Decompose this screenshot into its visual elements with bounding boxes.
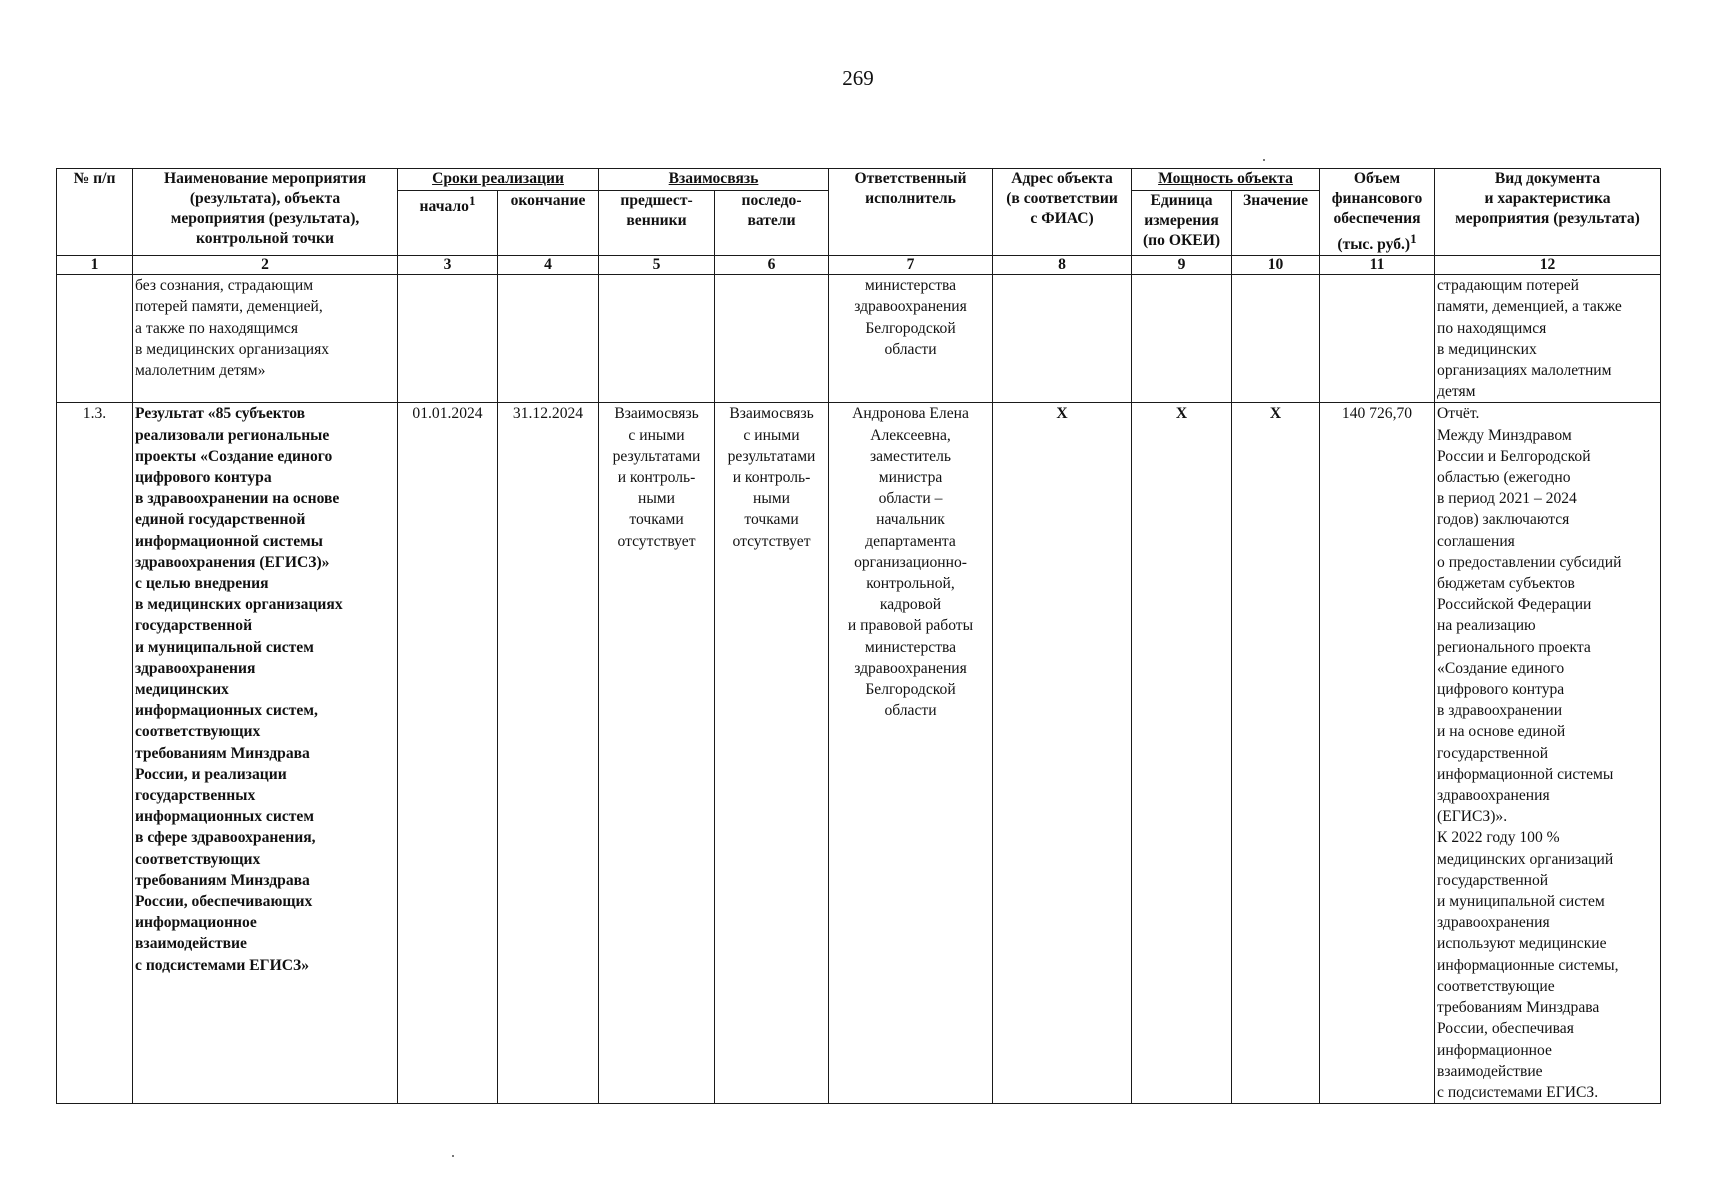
cell-start <box>398 275 498 403</box>
header-unit: Единица измерения (по ОКЕИ) <box>1132 191 1232 256</box>
cell-value <box>1232 275 1320 403</box>
cell-doc: Отчёт. Между Минздравом России и Белгородской областью (ежегодно в период 2021 – 2024 годов) заключаются соглашения о предоставлении субсидий бюджетам субъектов Российской Федерации на реализацию регионального проекта «Создание единого цифрового контура в здравоохранении и на основе единой государственной информационной системы здравоохранения (ЕГИСЗ)». К 2022 году 100 % медицинских организаций государственной и муниципальной систем здравоохранения используют медицинские информационные системы, соответствующие требованиям Минздрава России, обеспечивая информационное взаимодействие с подсистемами ЕГИСЗ. <box>1435 403 1661 1104</box>
cell-finance <box>1320 275 1435 403</box>
header-capacity-group <box>1132 169 1320 191</box>
header-start <box>398 191 498 256</box>
cell-end: 31.12.2024 <box>498 403 599 1104</box>
table-row <box>57 275 1661 403</box>
header-end: окончание <box>498 191 599 256</box>
cell-name: Результат «85 субъектов реализовали региональные проекты «Создание единого цифрового контура в здравоохранении на основе единой государственной информационной системы здравоохранения (ЕГИСЗ)» с целью внедрения в медицинских организациях государственной и муниципальной систем здравоохранения медицинских информационных систем, соответствующих требованиям Минздрава России, и реализации государственных информационных систем в сфере здравоохранения, соответствующих требованиям Минздрава России, обеспечивающих информационное взаимодействие с подсистемами ЕГИСЗ» <box>133 403 398 1104</box>
cell-responsible: Андронова Елена Алексеевна, заместитель министра области – начальник департамента организационно- контрольной, кадровой и правовой работы министерства здравоохранения Белгородской области <box>829 403 993 1104</box>
page-number: 269 <box>842 66 874 90</box>
cell-predecessors <box>599 275 715 403</box>
cell-finance: 140 726,70 <box>1320 403 1435 1104</box>
cell-successors <box>715 275 829 403</box>
column-number: 12 <box>1435 256 1661 275</box>
cell-doc: страдающим потерей памяти, деменцией, а также по находящимся в медицинских организациях малолетним детям <box>1435 275 1661 403</box>
cell-end <box>498 275 599 403</box>
column-number: 11 <box>1320 256 1435 275</box>
column-number: 6 <box>715 256 829 275</box>
column-number: 4 <box>498 256 599 275</box>
header-terms-label: Сроки реализации <box>432 170 564 187</box>
cell-name: без сознания, страдающим потерей памяти, деменцией, а также по находящимся в медицинских организациях малолетним детям» <box>133 275 398 403</box>
cell-unit: Х <box>1132 403 1232 1104</box>
cell-responsible: министерства здравоохранения Белгородской области <box>829 275 993 403</box>
header-responsible: Ответственный исполнитель <box>829 169 993 256</box>
header-doc: Вид документа и характеристика мероприятия (результата) <box>1435 169 1661 256</box>
header-start-label: начало <box>419 198 469 216</box>
column-number: 3 <box>398 256 498 275</box>
header-address: Адрес объекта (в соответствии с ФИАС) <box>993 169 1132 256</box>
header-relation-label: Взаимосвязь <box>668 170 759 187</box>
header-finance <box>1320 169 1435 256</box>
header-row-1 <box>57 169 1661 191</box>
header-predecessors: предшест- венники <box>599 191 715 256</box>
activities-table <box>56 168 1661 1104</box>
cell-value: Х <box>1232 403 1320 1104</box>
cell-predecessors: Взаимосвязь с иными результатами и контроль- ными точками отсутствует <box>599 403 715 1104</box>
header-start-footnote: 1 <box>468 193 476 209</box>
header-num: № п/п <box>57 169 133 256</box>
header-value: Значение <box>1232 191 1320 256</box>
column-number: 10 <box>1232 256 1320 275</box>
header-successors: последо- ватели <box>715 191 829 256</box>
scan-speck <box>452 1155 454 1157</box>
header-relation-group <box>599 169 829 191</box>
scan-speck <box>1263 159 1265 161</box>
header-name: Наименование мероприятия (результата), объекта мероприятия (результата), контрольной точки <box>133 169 398 256</box>
column-number: 2 <box>133 256 398 275</box>
header-terms-group <box>398 169 599 191</box>
header-capacity-label: Мощность объекта <box>1158 170 1293 187</box>
column-number: 1 <box>57 256 133 275</box>
cell-num: 1.3. <box>57 403 133 1104</box>
column-number: 8 <box>993 256 1132 275</box>
column-number-row <box>57 256 1661 275</box>
cell-address: Х <box>993 403 1132 1104</box>
cell-address <box>993 275 1132 403</box>
cell-unit <box>1132 275 1232 403</box>
cell-start: 01.01.2024 <box>398 403 498 1104</box>
header-finance-label: Объем финансового обеспечения (тыс. руб.) <box>1331 170 1423 254</box>
column-number: 9 <box>1132 256 1232 275</box>
cell-num <box>57 275 133 403</box>
header-finance-footnote: 1 <box>1410 231 1417 246</box>
column-number: 7 <box>829 256 993 275</box>
column-number: 5 <box>599 256 715 275</box>
table-row <box>57 403 1661 1104</box>
cell-successors: Взаимосвязь с иными результатами и контроль- ными точками отсутствует <box>715 403 829 1104</box>
